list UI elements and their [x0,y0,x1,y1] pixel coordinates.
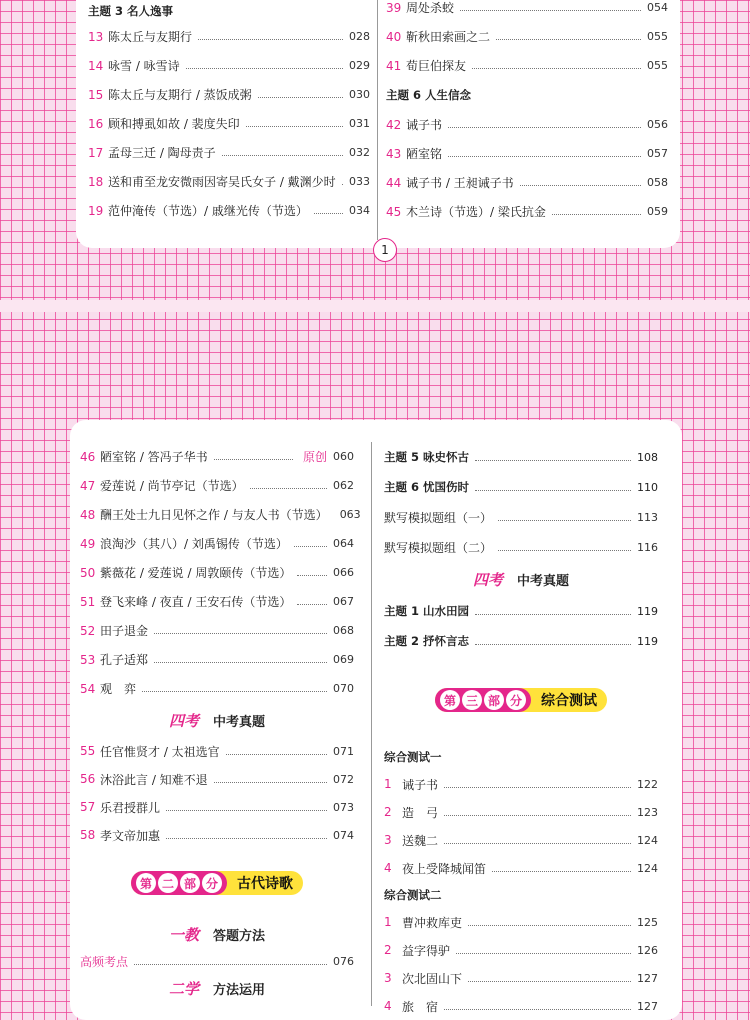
leader-dots [444,815,631,816]
entry-number: 1 [384,777,392,791]
entry-title: 曹冲救库吏 [402,915,463,930]
part-number [435,688,531,712]
toc-entry[interactable] [386,0,668,22]
toc-list [386,110,668,226]
entry-number: 56 [80,772,96,786]
part-char: 二 [158,873,178,893]
leader-dots [472,68,641,69]
section-hand-label: 四考 [168,711,199,730]
entry-number: 15 [88,87,104,102]
toc-entry[interactable] [386,22,668,51]
page-ref: 108 [637,450,658,464]
page-ref: 125 [637,915,658,929]
leader-dots [444,787,631,788]
leader-dots [142,691,327,692]
theme-label: 主题 6 人生信念 [386,88,472,102]
entry-title: 陋室铭 / 答冯子华书 [100,450,208,464]
leader-dots [154,633,327,634]
entry-title: 次北固山下 [402,971,463,986]
part-pill [435,688,607,712]
page-ref: 127 [637,971,658,985]
page-ref: 069 [333,653,354,666]
leader-dots [297,575,327,576]
toc-entry[interactable] [384,826,658,854]
page-ref: 068 [333,624,354,637]
toc-entry[interactable] [80,821,354,849]
toc-entry[interactable] [80,674,354,703]
page-ref: 059 [647,205,668,218]
page-ref: 119 [637,604,658,618]
entry-number: 53 [80,652,96,667]
toc-entry[interactable] [80,471,354,500]
toc-entry[interactable] [80,442,354,471]
entry-title: 陈太丘与友期行 [108,30,193,44]
entry-number: 51 [80,594,96,609]
part-char: 第 [136,873,156,893]
entry-number: 47 [80,478,96,493]
page-ref: 033 [349,175,370,188]
section-heading-learn [80,971,354,1005]
page-number-badge [373,238,397,262]
entry-number: 58 [80,828,96,842]
toc-entry[interactable] [80,737,354,765]
toc-theme-entry[interactable] [384,626,658,656]
entry-title: 任官惟贤才 / 太祖选官 [100,744,220,759]
toc-entry[interactable] [80,765,354,793]
page-ref: 058 [647,176,668,189]
part-char: 部 [484,690,504,710]
page-ref: 029 [349,59,370,72]
page-ref: 028 [349,30,370,43]
column-divider [377,0,378,240]
toc-entry-hot[interactable] [80,951,354,971]
leader-dots [294,546,327,547]
leader-dots [226,754,327,755]
entry-title: 默写模拟题组（二） [384,540,493,555]
toc-entry[interactable] [386,139,668,168]
page-ref: 073 [333,800,354,814]
leader-dots [134,964,327,965]
toc-theme-entry[interactable] [384,596,658,626]
part-banner-2 [80,849,354,917]
part-number [131,871,227,895]
theme-label: 主题 3 名人逸事 [88,4,174,18]
section-hand-label: 二学 [168,979,199,998]
toc-theme-entry[interactable] [384,472,658,502]
toc-list [80,737,354,849]
entry-title: 孝文帝加惠 [100,828,161,843]
entry-number: 3 [384,971,392,985]
page-ref: 126 [637,943,658,957]
page-ref: 055 [647,30,668,43]
toc-entry[interactable] [80,587,354,616]
entry-number: 13 [88,29,104,44]
toc-entry[interactable] [386,197,668,226]
entry-number: 52 [80,623,96,638]
page-ref: 124 [637,861,658,875]
page-ref: 110 [637,480,658,494]
leader-dots [214,459,293,460]
part-banner-3 [384,656,658,744]
entry-number: 4 [384,861,392,875]
toc-entry[interactable] [88,138,370,167]
leader-dots [475,614,631,615]
part-char: 部 [180,873,200,893]
page-ref: 074 [333,828,354,842]
leader-dots [468,925,631,926]
hot-topic-label: 高频考点 [80,954,129,969]
entry-title: 木兰诗（节选）/ 梁氏抗金 [406,205,546,219]
entry-number: 1 [384,915,392,929]
page-ref: 034 [349,204,370,217]
page-ref: 067 [333,595,354,608]
toc-entry[interactable] [88,109,370,138]
page-ref: 127 [637,999,658,1013]
toc-theme [386,80,668,110]
leader-dots [475,644,631,645]
page-ref: 064 [333,537,354,550]
toc-entry[interactable] [384,992,658,1020]
page-ref: 031 [349,117,370,130]
toc-column-bottom-left [80,442,361,1005]
entry-number: 46 [80,449,96,464]
entry-number: 50 [80,565,96,580]
leader-dots [342,184,343,185]
page-ref: 030 [349,88,370,101]
toc-column-bottom-right [384,442,658,1020]
column-divider [371,442,372,1006]
leader-dots [496,39,641,40]
toc-entry[interactable] [384,936,658,964]
section-label: 中考真题 [213,714,266,730]
toc-list [384,770,658,882]
toc-entry[interactable] [384,854,658,882]
entry-title: 旅 宿 [402,999,439,1014]
entry-number: 18 [88,174,104,189]
leader-dots [468,981,631,982]
leader-dots [520,185,641,186]
toc-entry[interactable] [80,529,354,558]
part-name: 综合测试 [541,693,597,709]
entry-number: 4 [384,999,392,1013]
entry-title: 范仲淹传（节选）/ 戚继光传（节选） [108,204,308,218]
leader-dots [448,156,641,157]
leader-dots [475,490,631,491]
entry-number: 14 [88,58,104,73]
toc-entry[interactable] [384,502,658,532]
section-heading-teach [80,917,354,951]
part-pill [131,871,303,895]
toc-list [384,596,658,656]
page-ref: 070 [333,682,354,695]
entry-number: 16 [88,116,104,131]
toc-entry[interactable] [80,500,361,529]
page-ref: 066 [333,566,354,579]
entry-title: 观 弈 [100,682,137,696]
entry-number: 44 [386,175,402,190]
page-ref: 056 [647,118,668,131]
entry-number: 45 [386,204,402,219]
toc-column-top-left [88,0,370,225]
entry-title: 造 弓 [402,805,439,820]
entry-title: 孔子适郑 [100,653,149,667]
entry-title: 紫薇花 / 爱莲说 / 周敦颐传（节选） [100,566,292,580]
toc-entry[interactable] [384,532,658,562]
entry-title: 陈太丘与友期行 / 蒸饭成粥 [108,88,252,102]
toc-entry[interactable] [384,908,658,936]
page-ref: 054 [647,1,668,14]
toc-entry[interactable] [80,645,354,674]
page-ref: 071 [333,744,354,758]
entry-title: 益字得驴 [402,943,451,958]
leader-dots [460,10,641,11]
grid-separator [0,300,750,312]
page-ref: 124 [637,833,658,847]
entry-title: 夜上受降城闻笛 [402,861,487,876]
toc-entry[interactable] [88,167,370,196]
page-ref: 062 [333,479,354,492]
page-ref: 057 [647,147,668,160]
page-ref: 119 [637,634,658,648]
toc-list [80,442,361,703]
theme-label: 主题 1 山水田园 [384,604,470,618]
entry-number: 2 [384,943,392,957]
leader-dots [154,662,327,663]
page-ref: 116 [637,540,658,554]
entry-number: 40 [386,29,402,44]
section-hand-label: 一教 [168,925,199,944]
leader-dots [250,488,327,489]
page-ref: 123 [637,805,658,819]
toc-entry[interactable] [386,51,668,80]
toc-list [384,502,658,562]
leader-dots [214,782,327,783]
leader-dots [186,68,343,69]
entry-title: 送和甫至龙安微雨因寄吴氏女子 / 戴渊少时 [108,175,336,189]
toc-entry[interactable] [80,616,354,645]
leader-dots [456,953,631,954]
page-ref: 060 [333,450,354,463]
toc-entry[interactable] [88,51,370,80]
toc-entry[interactable] [88,80,370,109]
leader-dots [475,460,631,461]
page-ref: 032 [349,146,370,159]
part-name: 古代诗歌 [237,876,293,892]
leader-dots [444,1009,631,1010]
entry-title: 诫子书 [402,777,439,792]
section-label: 中考真题 [517,573,570,589]
entry-title: 孟母三迁 / 陶母责子 [108,146,216,160]
entry-number: 42 [386,117,402,132]
entry-number: 3 [384,833,392,847]
entry-title: 陋室铭 [406,147,443,161]
entry-number: 17 [88,145,104,160]
entry-title: 周处杀蛟 [406,1,455,15]
leader-dots [222,155,343,156]
test-label: 综合测试二 [384,888,442,902]
section-heading-exam [80,703,354,737]
entry-number: 49 [80,536,96,551]
entry-title: 顾和搏虱如故 / 裴度失印 [108,117,240,131]
test-label: 综合测试一 [384,750,442,764]
entry-title: 乐君授群儿 [100,800,161,815]
toc-entry[interactable] [384,964,658,992]
entry-title: 靳秋田索画之二 [406,30,491,44]
part-char: 分 [202,873,222,893]
leader-dots [297,604,327,605]
toc-theme [88,0,370,22]
section-label: 答题方法 [213,928,266,944]
section-hand-label: 四考 [472,570,503,589]
test-heading [384,744,658,770]
entry-title: 默写模拟题组（一） [384,510,493,525]
toc-list [384,442,658,502]
toc-entry[interactable] [80,558,354,587]
toc-entry[interactable] [386,110,668,139]
toc-column-top-right [386,0,668,226]
toc-entry[interactable] [80,793,354,821]
test-heading [384,882,658,908]
theme-label: 主题 6 忧国伤时 [384,480,470,494]
page-number: 1 [381,243,389,257]
entry-title: 酬王处士九日见怀之作 / 与友人书（节选） [100,508,328,522]
entry-title: 荀巨伯探友 [406,59,467,73]
leader-dots [498,550,631,551]
entry-number: 43 [386,146,402,161]
entry-number: 54 [80,681,96,696]
part-char: 三 [462,690,482,710]
leader-dots [498,520,631,521]
leader-dots [552,214,641,215]
page-ref: 122 [637,777,658,791]
toc-list [384,908,658,1020]
entry-title: 咏雪 / 咏雪诗 [108,59,180,73]
entry-title: 沐浴此言 / 知难不退 [100,772,208,787]
original-tag: 原创 [302,450,327,464]
toc-entry[interactable] [384,798,658,826]
entry-title: 爱莲说 / 尚节亭记（节选） [100,479,244,493]
leader-dots [198,39,343,40]
toc-list [88,22,370,225]
entry-number: 57 [80,800,96,814]
leader-dots [492,871,631,872]
entry-number: 48 [80,507,96,522]
part-char: 分 [506,690,526,710]
entry-title: 田子退金 [100,624,149,638]
toc-entry[interactable] [384,770,658,798]
theme-label: 主题 2 抒怀言志 [384,634,470,648]
entry-number: 2 [384,805,392,819]
leader-dots [314,213,343,214]
entry-title: 诫子书 / 王昶诫子书 [406,176,514,190]
toc-list [386,0,668,80]
theme-label: 主题 5 咏史怀古 [384,450,470,464]
entry-number: 39 [386,0,402,15]
leader-dots [448,127,641,128]
entry-title: 登飞来峰 / 夜直 / 王安石传（节选） [100,595,292,609]
toc-entry[interactable] [88,22,370,51]
page-ref: 063 [339,508,361,521]
page-ref: 076 [333,954,354,968]
leader-dots [444,843,631,844]
leader-dots [258,97,343,98]
entry-title: 诫子书 [406,118,443,132]
part-char: 第 [440,690,460,710]
entry-number: 41 [386,58,402,73]
leader-dots [246,126,343,127]
page-ref: 113 [637,510,658,524]
entry-number: 55 [80,744,96,758]
leader-dots [166,810,327,811]
entry-title: 浪淘沙（其八）/ 刘禹锡传（节选） [100,537,288,551]
section-heading-exam [384,562,658,596]
page-ref: 072 [333,772,354,786]
page-ref: 055 [647,59,668,72]
section-label: 方法运用 [213,982,266,998]
toc-entry[interactable] [386,168,668,197]
leader-dots [166,838,327,839]
toc-entry[interactable] [88,196,370,225]
toc-theme-entry[interactable] [384,442,658,472]
entry-title: 送魏二 [402,833,439,848]
entry-number: 19 [88,203,104,218]
